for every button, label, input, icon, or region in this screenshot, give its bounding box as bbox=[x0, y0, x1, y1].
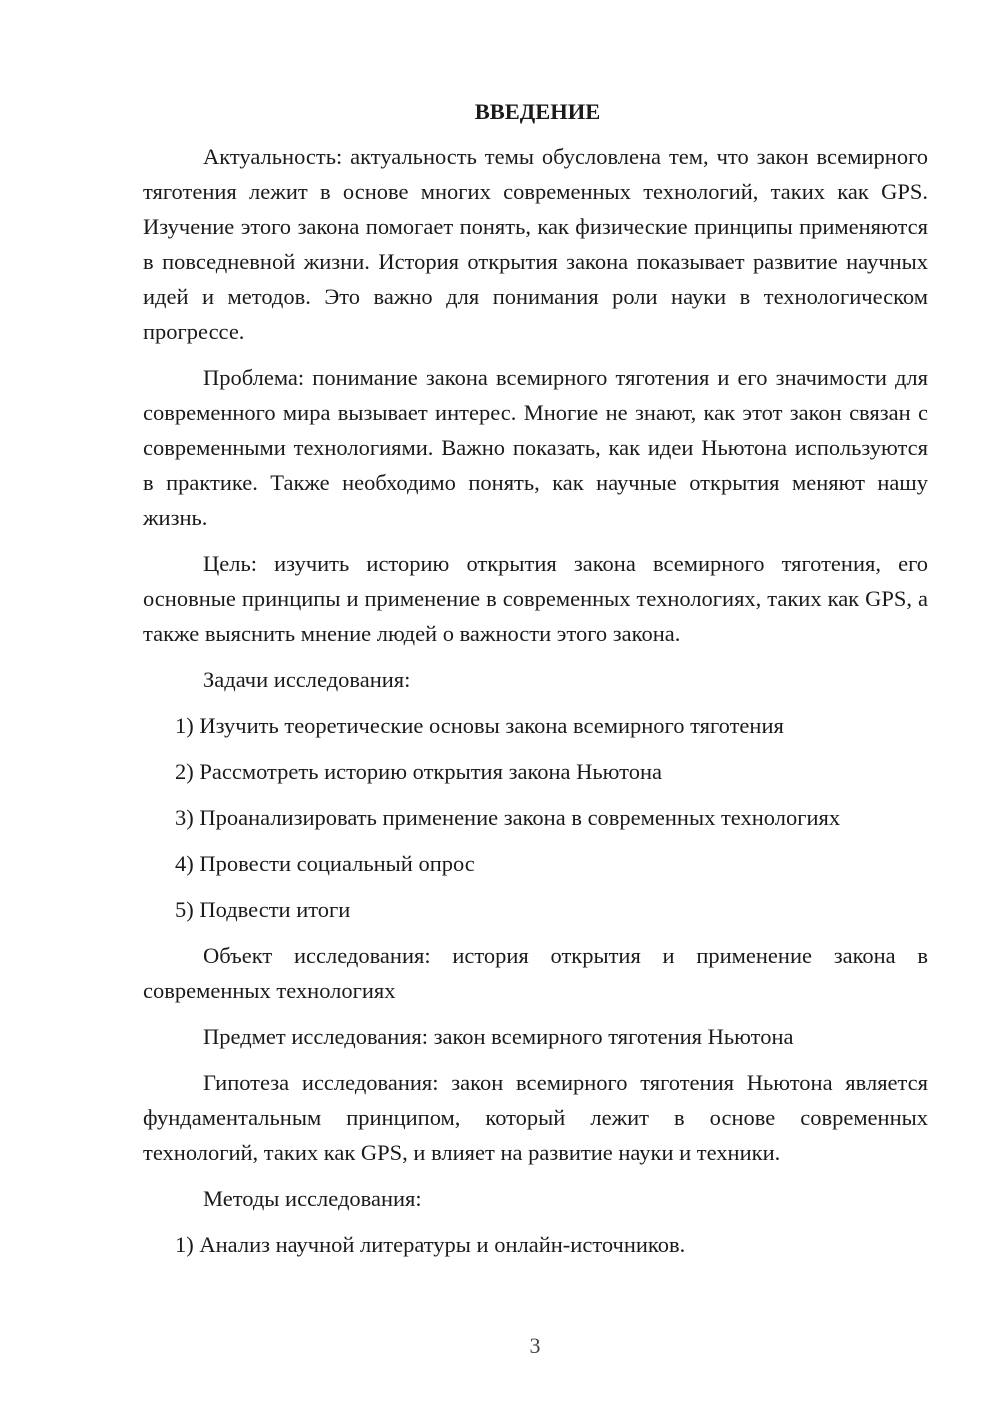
section-title: ВВЕДЕНИЕ bbox=[474, 99, 601, 124]
tasks-list bbox=[143, 708, 928, 927]
goal-paragraph: Цель: изучить историю открытия закона всемирного тяготения, его основные принципы и применение в современных технологиях, таких как GPS, а также выяснить мнение людей о важности этого закона. bbox=[143, 551, 928, 646]
object-paragraph: Объект исследования: история открытия и применение закона в современных технологиях bbox=[143, 943, 928, 1003]
subject-paragraph: Предмет исследования: закон всемирного тяготения Ньютона bbox=[203, 1024, 794, 1049]
problem-paragraph: Проблема: понимание закона всемирного тяготения и его значимости для современного мира вызывает интерес. Многие не знают, как этот закон связан с современными технологиями. Важно показать, как идеи Ньютона используются в практике. Также необходимо понять, как научные открытия меняют нашу жизнь. bbox=[143, 365, 928, 530]
method-item: 1) Анализ научной литературы и онлайн-источников. bbox=[175, 1232, 686, 1257]
methods-list bbox=[143, 1227, 928, 1262]
page-number: 3 bbox=[529, 1333, 541, 1358]
task-item: 4) Провести социальный опрос bbox=[175, 851, 475, 876]
page-content bbox=[143, 94, 928, 1273]
task-item: 3) Проанализировать применение закона в современных технологиях bbox=[175, 805, 841, 830]
task-item: 2) Рассмотреть историю открытия закона Ньютона bbox=[175, 759, 662, 784]
task-item: 1) Изучить теоретические основы закона всемирного тяготения bbox=[175, 713, 784, 738]
task-item: 5) Подвести итоги bbox=[175, 897, 351, 922]
relevance-paragraph: Актуальность: актуальность темы обусловлена тем, что закон всемирного тяготения лежит в основе многих современных технологий, таких как GPS. Изучение этого закона помогает понять, как физические принципы применяются в повседневной жизни. История открытия закона показывает развитие научных идей и методов. Это важно для понимания роли науки в технологическом прогрессе. bbox=[143, 144, 928, 344]
methods-heading: Методы исследования: bbox=[203, 1186, 422, 1211]
hypothesis-paragraph: Гипотеза исследования: закон всемирного тяготения Ньютона является фундаментальным принципом, который лежит в основе современных технологий, таких как GPS, и влияет на развитие науки и техники. bbox=[143, 1070, 928, 1165]
tasks-heading: Задачи исследования: bbox=[203, 667, 411, 692]
